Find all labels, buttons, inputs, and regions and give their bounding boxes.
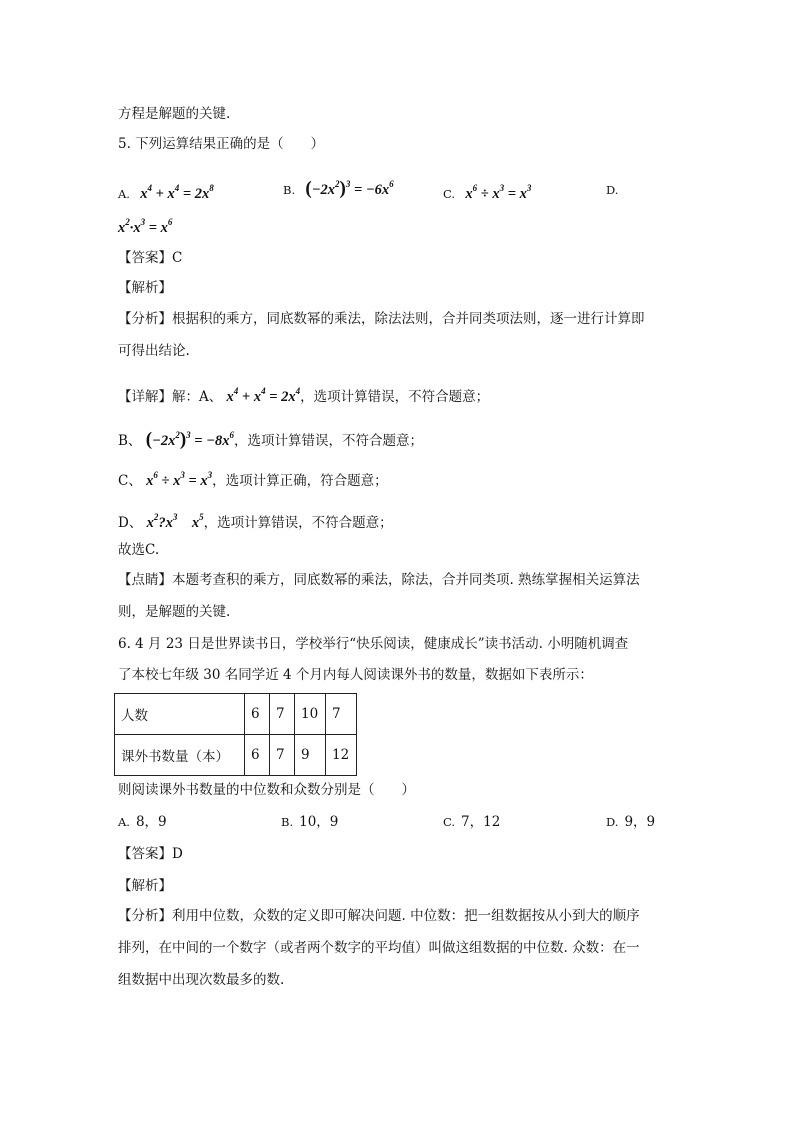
table-cell: 12 [326, 735, 357, 776]
q5-detail-c: C、 $x^6 \div x^3 = x^3$，选项计算正确，符合题意； [118, 470, 388, 489]
q5-dianjing-line2: 则，是解题的关键. [118, 604, 231, 620]
q5-analysis-heading: 【解析】 [118, 280, 172, 296]
q5-conclusion: 故选C. [118, 542, 160, 558]
table-cell: 6 [245, 694, 270, 735]
q5-option-b-formula: $(-2x^2)^3 = -6x^6$ [305, 178, 394, 199]
q5-option-c [443, 178, 531, 204]
q5-detail-a-formula: $x^4 + x^4 = 2x^4$ [226, 386, 301, 405]
q6-fenxi-line2: 排列，在中间的一个数字（或者两个数字的平均值）叫做这组数据的中位数. 众数：在一 [118, 940, 640, 956]
q5-stem: 5. 下列运算结果正确的是（ ） [118, 136, 325, 152]
q5-option-a [118, 178, 214, 204]
table-cell: 9 [295, 735, 326, 776]
q6-stem-line2: 了本校七年级 30 名同学近 4 个月内每人阅读课外书的数量，数据如下表所示： [118, 667, 593, 683]
table-cell: 7 [326, 694, 357, 735]
q5-dianjing-line1: 【点睛】本题考查积的乘方，同底数幂的乘法，除法，合并同类项. 熟练掌握相关运算法 [118, 572, 640, 588]
table-cell: 6 [245, 735, 270, 776]
q6-stem-line1: 6. 4 月 23 日是世界读书日，学校举行“快乐阅读，健康成长”读书活动. 小明随机调查 [118, 636, 629, 652]
q5-option-a-formula: $x^4 + x^4 = 2x^8$ [140, 183, 214, 202]
q5-detail-d: D、 $x^2?x^3$ $x^5$，选项计算错误，不符合题意； [118, 512, 393, 531]
q5-detail-b: B、 $(-2x^2)^3 = -8x^6$，选项计算错误，不符合题意； [118, 429, 423, 450]
q6-option-a: A. 8，9 [118, 814, 167, 830]
q6-option-b: B. 10，9 [281, 814, 339, 830]
q6-fenxi-line1: 【分析】利用中位数，众数的定义即可解决问题. 中位数：把一组数据按从小到大的顺序 [118, 908, 640, 924]
q5-fenxi-line2: 可得出结论. [118, 343, 190, 359]
q5-option-d-formula: $x^2\cdot x^3 = x^6$ [118, 217, 173, 236]
table-cell: 7 [270, 735, 295, 776]
q6-data-table [114, 693, 357, 776]
q6-analysis-heading: 【解析】 [118, 878, 172, 894]
q5-detail-b-formula: $(-2x^2)^3 = -8x^6$ [145, 429, 234, 450]
table-cell: 10 [295, 694, 326, 735]
q5-detail-c-formula: $x^6 \div x^3 = x^3$ [146, 470, 213, 489]
table-row [115, 735, 357, 776]
q5-option-d-label: D. [606, 183, 619, 197]
q5-answer: 【答案】C [118, 250, 183, 266]
q5-detail-a: 【详解】解：A、 $x^4 + x^4 = 2x^4$，选项计算错误，不符合题意； [118, 386, 490, 405]
q5-option-c-label: C. [443, 187, 456, 201]
intro-text: 方程是解题的关键. [118, 106, 231, 122]
q6-answer: 【答案】D [118, 846, 183, 862]
q6-option-c: C. 7，12 [443, 814, 501, 830]
table-row-header: 人数 [115, 694, 245, 735]
q5-option-a-label: A. [118, 187, 130, 201]
table-cell: 7 [270, 694, 295, 735]
table-row [115, 694, 357, 735]
q6-option-d: D. 9，9 [606, 814, 656, 830]
q5-option-b [283, 174, 394, 200]
q5-option-d [118, 212, 172, 238]
table-row-header: 课外书数量（本） [115, 735, 245, 776]
q6-question: 则阅读课外书数量的中位数和众数分别是（ ） [118, 782, 415, 798]
q5-detail-d-formula: $x^2?x^3$ $x^5$ [146, 512, 204, 531]
q5-fenxi-line1: 【分析】根据积的乘方，同底数幂的乘法，除法法则，合并同类项法则，逐一进行计算即 [118, 311, 645, 327]
q5-option-b-label: B. [283, 183, 296, 197]
q6-fenxi-line3: 组数据中出现次数最多的数. [118, 972, 285, 988]
q5-option-c-formula: $x^6 \div x^3 = x^3$ [465, 183, 532, 202]
